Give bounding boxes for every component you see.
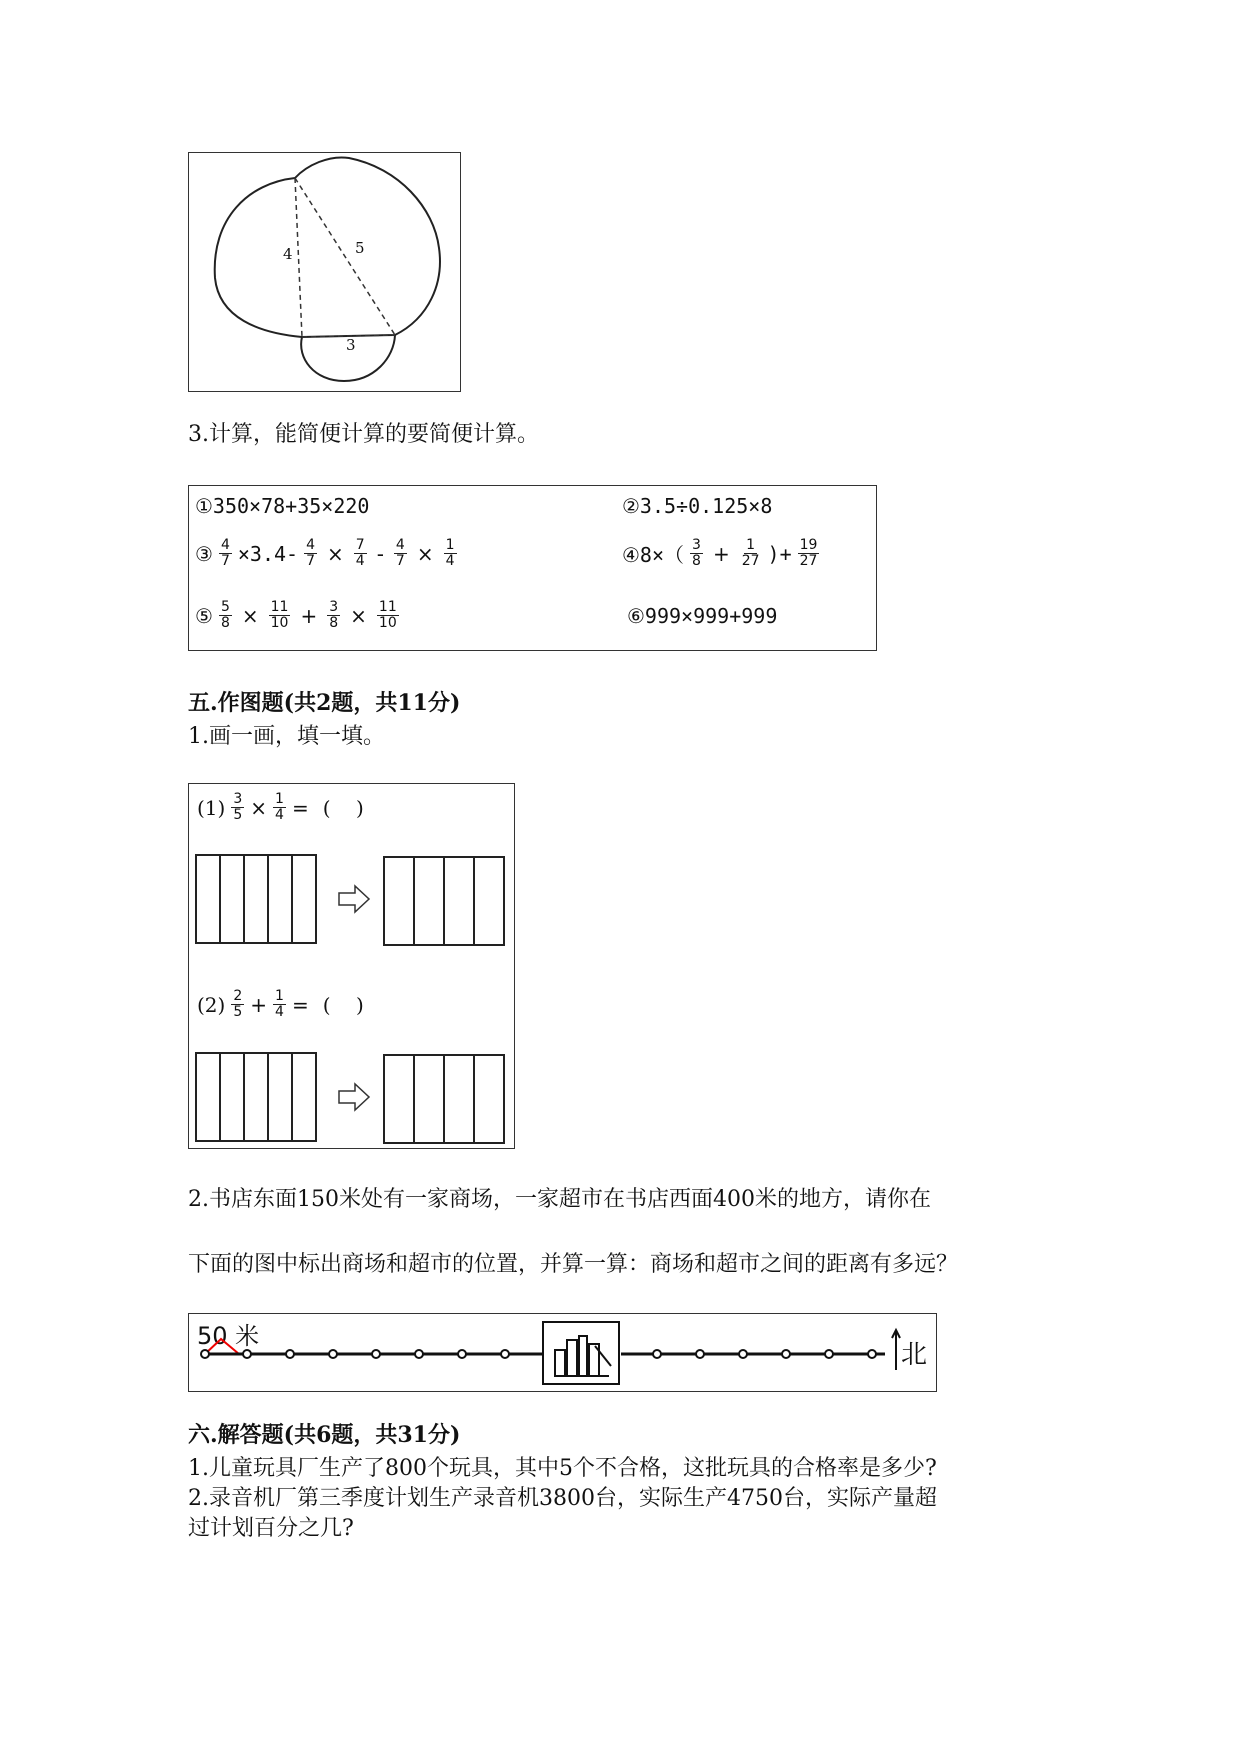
calc-item-4 xyxy=(622,538,825,569)
grid-rect xyxy=(195,1052,317,1142)
operator: = xyxy=(291,992,309,1017)
fraction: $\frac{1}{4}$ xyxy=(275,988,284,1020)
drawing-box xyxy=(188,783,515,1149)
fraction: $\frac{4}{7}$ xyxy=(220,537,230,569)
answer-blank[interactable]: ( ) xyxy=(322,992,364,1017)
fraction: $\frac{1}{4}$ xyxy=(275,791,284,823)
operator: )+ xyxy=(767,541,792,566)
operator: × xyxy=(350,603,367,628)
fraction: $\frac{11}{10}$ xyxy=(270,599,289,631)
section6-q1: 1.儿童玩具厂生产了800个玩具，其中5个不合格，这批玩具的合格率是多少? xyxy=(188,1456,937,1481)
calc-item-3 xyxy=(195,538,463,569)
operator: ×3.4- xyxy=(237,541,299,566)
fraction: $\frac{3}{8}$ xyxy=(329,599,339,631)
arrow-right-icon xyxy=(337,1082,371,1112)
fraction: $\frac{11}{10}$ xyxy=(378,599,397,631)
calc-item-1: ①350×78+35×220 xyxy=(195,494,370,518)
answer-blank[interactable]: ( ) xyxy=(322,795,364,820)
operator: + xyxy=(712,541,730,566)
operator: + xyxy=(250,992,268,1017)
marker-4: ④8×（ xyxy=(622,543,685,567)
section5-q2-line1: 2.书店东面150米处有一家商场，一家超市在书店西面400米的地方，请你在 xyxy=(188,1187,931,1212)
fraction: $\frac{1}{4}$ xyxy=(445,537,455,569)
label-four: 4 xyxy=(283,245,293,263)
calc-item-5 xyxy=(195,600,405,631)
problem-2 xyxy=(197,989,364,1020)
fraction: $\frac{1}{27}$ xyxy=(741,537,760,569)
operator: × xyxy=(416,541,434,566)
marker-3: ③ xyxy=(195,541,213,566)
fraction: $\frac{3}{8}$ xyxy=(692,537,701,569)
geometry-figure xyxy=(188,152,461,392)
problem-1 xyxy=(197,792,364,823)
q3-heading: 3.计算，能简便计算的要简便计算。 xyxy=(188,422,539,447)
fraction: $\frac{4}{7}$ xyxy=(306,537,315,569)
label-five: 5 xyxy=(355,239,365,257)
section6-q2-line1: 2.录音机厂第三季度计划生产录音机3800台，实际生产4750台，实际产量超 xyxy=(188,1486,937,1511)
grid-rect xyxy=(195,854,317,944)
operator: + xyxy=(300,603,318,628)
scale-label: 50 米 xyxy=(197,1322,260,1350)
calc-box xyxy=(188,485,877,651)
fraction: $\frac{3}{5}$ xyxy=(233,791,243,823)
operator: = xyxy=(291,795,309,820)
operator: - xyxy=(376,541,384,566)
section5-q2-line2: 下面的图中标出商场和超市的位置，并算一算：商场和超市之间的距离有多远？ xyxy=(188,1252,959,1277)
fraction: $\frac{2}{5}$ xyxy=(233,988,243,1020)
north-label: 北 xyxy=(901,1340,928,1370)
grid-rect xyxy=(383,856,505,946)
number-line xyxy=(189,1314,938,1393)
section5-title: 五.作图题(共2题，共11分) xyxy=(188,690,461,716)
operator: × xyxy=(327,541,344,566)
arrow-right-icon xyxy=(337,884,371,914)
fraction: $\frac{7}{4}$ xyxy=(355,537,365,569)
operator: × xyxy=(250,795,268,820)
section5-q1: 1.画一画，填一填。 xyxy=(188,724,385,749)
calc-item-6: ⑥999×999+999 xyxy=(627,604,778,628)
fraction: $\frac{19}{27}$ xyxy=(799,537,818,569)
calc-item-2: ②3.5÷0.125×8 xyxy=(622,494,773,518)
grid-rect xyxy=(383,1054,505,1144)
map-box xyxy=(188,1313,937,1392)
marker-5: ⑤ xyxy=(195,603,213,628)
label-three: 3 xyxy=(346,336,356,354)
problem-label: (2) xyxy=(197,992,226,1017)
fraction: $\frac{4}{7}$ xyxy=(395,537,405,569)
operator: × xyxy=(241,603,259,628)
circle-diagram xyxy=(189,153,459,390)
problem-label: (1) xyxy=(197,795,226,820)
fraction: $\frac{5}{8}$ xyxy=(220,599,230,631)
section6-q2-line2: 过计划百分之几? xyxy=(188,1516,354,1541)
section6-title: 六.解答题(共6题，共31分) xyxy=(188,1422,461,1448)
